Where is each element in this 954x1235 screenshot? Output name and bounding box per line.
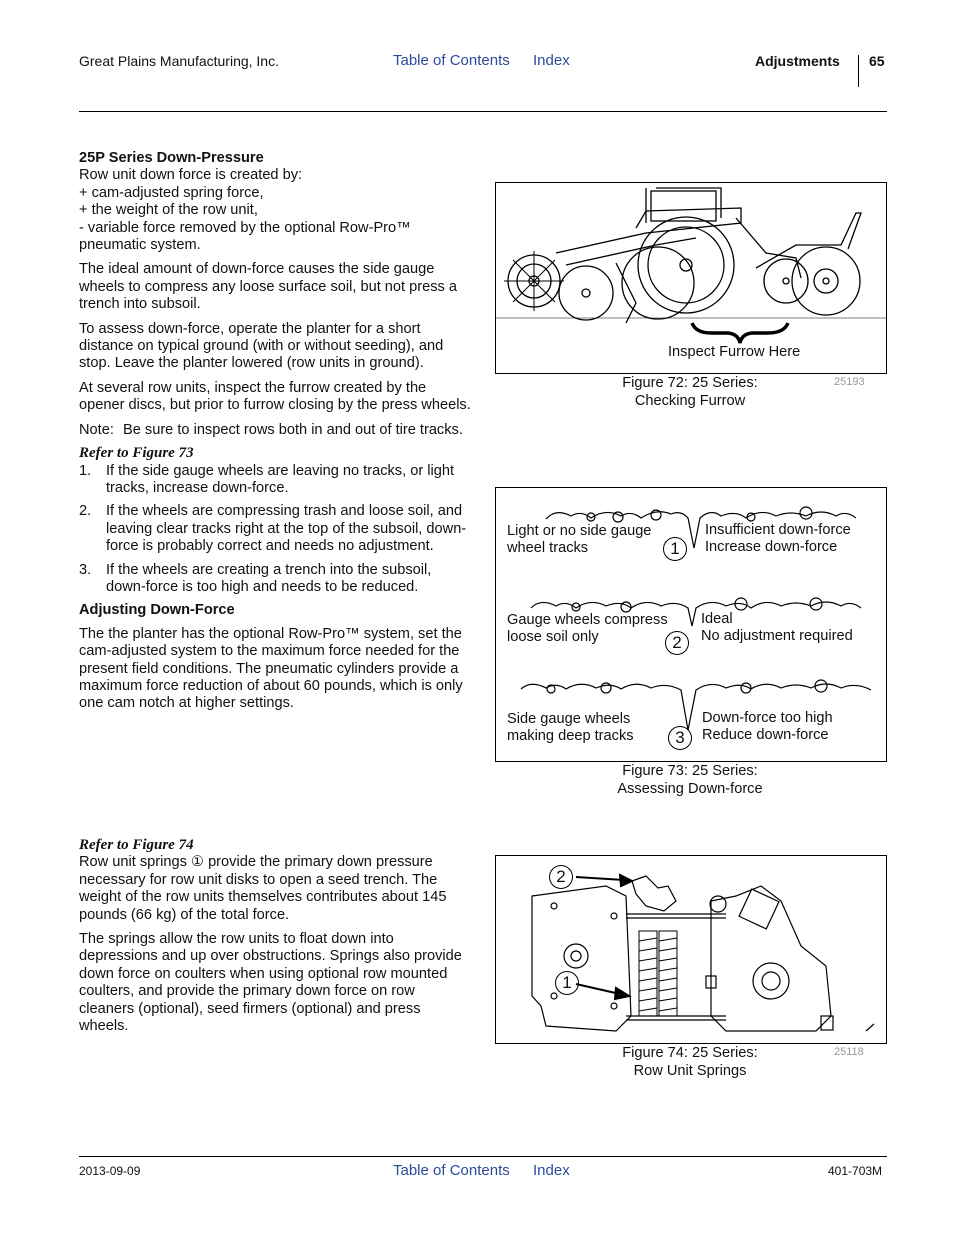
figure-74-caption: Figure 74: 25 Series: Row Unit Springs xyxy=(622,1045,758,1079)
header-toc-link[interactable]: Table of Contents xyxy=(393,52,510,69)
inspect-furrow-label: Inspect Furrow Here xyxy=(668,344,801,360)
row2-left-label: Gauge wheels compress loose soil only xyxy=(507,612,668,645)
note xyxy=(79,422,474,439)
paragraph-assess: To assess down-force, operate the planter for a short distance on typical ground (with or without seeding), and stop. Leave the planter lowered (row units in ground). xyxy=(79,320,444,372)
row1-left-label: Light or no side gauge wheel tracks xyxy=(507,523,652,556)
figure-74-box xyxy=(495,855,887,1044)
intro-line: + the weight of the row unit, xyxy=(79,202,258,219)
paragraph-rowpro: The the planter has the optional Row-Pro™ system, set the cam-adjusted system to the maximum force needed for the present field conditions. The pneumatic cylinders provide a maximum force reduction of about 60 pounds, which is only one cam notch at higher settings. xyxy=(79,625,463,712)
callout-1: 1 xyxy=(663,537,687,561)
paragraph-ideal: The ideal amount of down-force causes the side gauge wheels to compress any loose surface soil, but not press a trench into subsoil. xyxy=(79,261,458,313)
figure-72-caption: Figure 72: 25 Series: Checking Furrow xyxy=(622,375,758,409)
intro-line: - variable force removed by the optional Row-Pro™ pneumatic system. xyxy=(79,219,411,254)
header-rule xyxy=(79,111,887,112)
paragraph-inspect: At several row units, inspect the furrow created by the opener discs, but prior to furrow closing by the press wheels. xyxy=(79,379,471,414)
footer-index-link[interactable]: Index xyxy=(533,1162,570,1179)
note-label: Note: xyxy=(79,421,114,438)
left-column-top xyxy=(79,150,474,720)
list-item: 2. If the wheels are compressing trash and loose soil, and leaving clear tracks right at the top of the subsoil, down-force is probably correct and needs no adjustment. xyxy=(79,503,467,555)
figure-74-id: 25118 xyxy=(834,1046,864,1058)
list-item: 1. If the side gauge wheels are leaving no tracks, or light tracks, increase down-force. xyxy=(79,462,455,496)
row2-right-label: Ideal No adjustment required xyxy=(701,611,853,644)
callout-2-fig74: 2 xyxy=(549,865,573,889)
heading-adjusting: Adjusting Down-Force xyxy=(79,602,235,619)
left-column-bottom xyxy=(79,837,474,1042)
paragraph-springs-2: The springs allow the row units to float down into depressions and up over obstructions. Springs also provide down force on coulters when using optional row mounted coulters, and provide the primary down force on row cleaners (optional), seed firmers (optional) and press wheels. xyxy=(79,931,462,1035)
header-index-link[interactable]: Index xyxy=(533,52,570,69)
header-divider xyxy=(858,55,859,87)
footer-doc-number: 401-703M xyxy=(828,1164,883,1178)
row3-right-label: Down-force too high Reduce down-force xyxy=(702,710,833,743)
footer-rule xyxy=(79,1156,887,1157)
callout-1-fig74: 1 xyxy=(555,971,579,995)
refer-figure-73: Refer to Figure 73 xyxy=(79,445,194,462)
company-name: Great Plains Manufacturing, Inc. xyxy=(79,53,279,69)
heading-down-pressure: 25P Series Down-Pressure xyxy=(79,150,264,166)
callout-3: 3 xyxy=(668,726,692,750)
figure-72-id: 25193 xyxy=(834,376,865,388)
row1-right-label: Insufficient down-force Increase down-force xyxy=(705,522,851,555)
intro-line: Row unit down force is created by: xyxy=(79,167,303,184)
figure-73-caption: Figure 73: 25 Series: Assessing Down-force xyxy=(617,763,763,797)
figure-73-box xyxy=(495,487,887,762)
paragraph-springs-1: Row unit springs ① provide the primary down pressure necessary for row unit disks to open a seed trench. The weight of the row units themselves contributes about 145 pounds (66 kg) of the total force. xyxy=(79,854,447,923)
note-text: Be sure to inspect rows both in and out of tire tracks. xyxy=(123,421,463,438)
page-number: 65 xyxy=(869,53,885,69)
footer-date: 2013-09-09 xyxy=(79,1164,141,1178)
intro-line: + cam-adjusted spring force, xyxy=(79,184,264,201)
footer-toc-link[interactable]: Table of Contents xyxy=(393,1162,510,1179)
figure-72-box xyxy=(495,182,887,374)
section-title: Adjustments xyxy=(755,53,840,69)
row3-left-label: Side gauge wheels making deep tracks xyxy=(507,711,634,744)
callout-2: 2 xyxy=(665,631,689,655)
refer-figure-74: Refer to Figure 74 xyxy=(79,837,194,853)
list-item: 3. If the wheels are creating a trench into the subsoil, down-force is too high and needs to be reduced. xyxy=(79,561,432,595)
